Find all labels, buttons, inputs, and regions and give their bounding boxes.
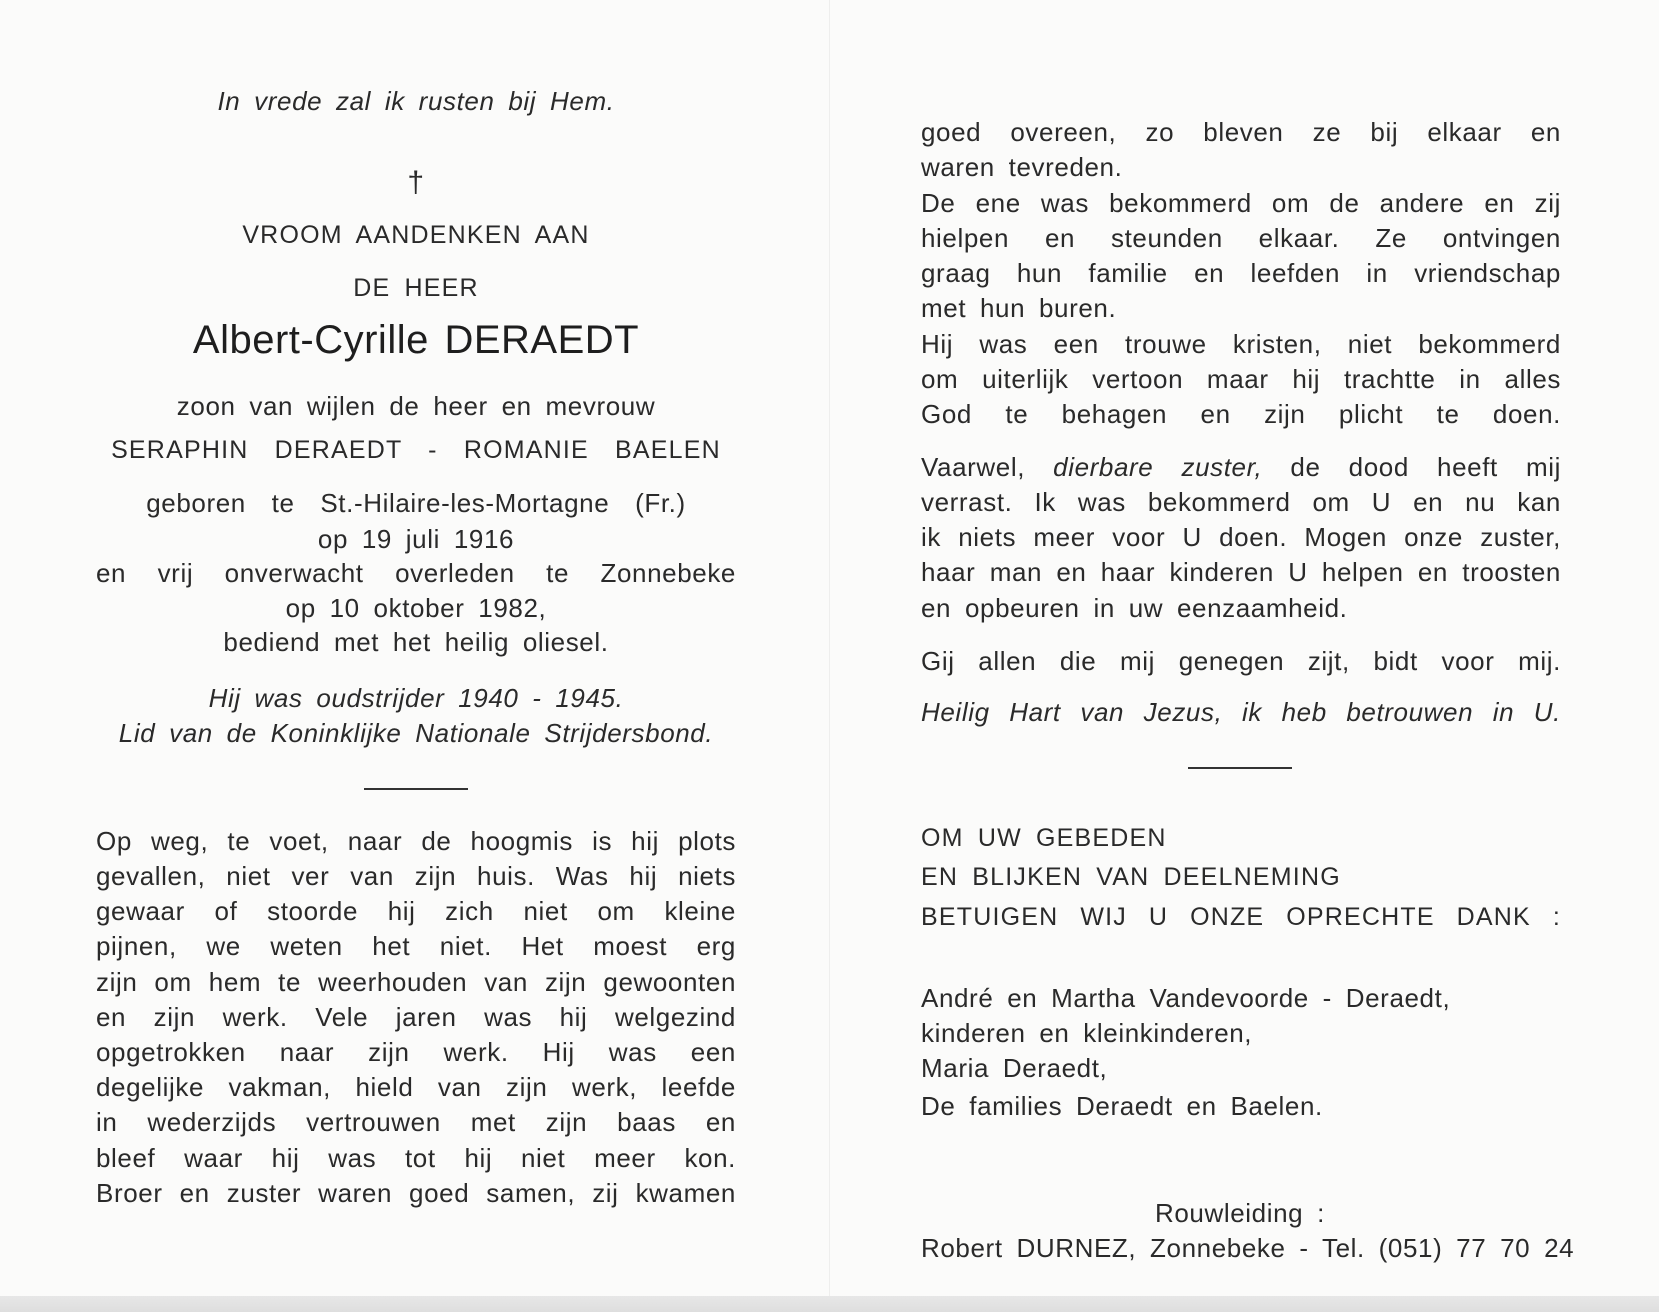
death-place: en vrij onverwacht overleden te Zonnebeke [96,558,736,588]
family-line: De families Deraedt en Baelen. [921,1091,1323,1121]
story-line: met hun buren. [921,293,1117,323]
farewell-end: de dood heeft mij [1262,452,1561,482]
story-line: De ene was bekommerd om de andere en zij [921,188,1561,218]
card-fold [829,0,830,1300]
story-line: hielpen en steunden elkaar. Ze ontvingen [921,223,1561,253]
funeral-director: Robert DURNEZ, Zonnebeke - Tel. (051) 77 70 24 [921,1233,1575,1263]
title-prefix: DE HEER [353,274,479,302]
family-line: kinderen en kleinkinderen, [921,1018,1253,1048]
sacrament: bediend met het heilig oliesel. [223,627,609,657]
story-line: bleef waar hij was tot hij niet meer kon. [96,1143,736,1173]
farewell-start: Vaarwel, [921,452,1054,482]
story-line: gevallen, niet ver van zijn huis. Was hij niets [96,861,736,891]
thanks-line: OM UW GEBEDEN [921,824,1167,852]
veteran-note: Hij was oudstrijder 1940 - 1945. [208,683,624,713]
farewell-line: ik niets meer voor U doen. Mogen onze zuster, [921,522,1561,552]
membership-note: Lid van de Koninklijke Nationale Strijdersbond. [118,718,714,748]
story-line: Broer en zuster waren goed samen, zij kwamen [96,1178,736,1208]
farewell-line: haar man en haar kinderen U helpen en troosten [921,557,1561,587]
prayer-request: Gij allen die mij genegen zijt, bidt voor mij. [921,646,1561,676]
story-line: God te behagen en zijn plicht te doen. [921,399,1561,429]
story-line: pijnen, we weten het niet. Het moest erg [96,931,736,961]
cross-icon: † [407,166,425,199]
divider [364,788,468,790]
story-line: Op weg, te voet, naar de hoogmis is hij plots [96,826,736,856]
family-line: Maria Deraedt, [921,1053,1108,1083]
funeral-label: Rouwleiding : [1155,1198,1325,1228]
thanks-line: BETUIGEN WIJ U ONZE OPRECHTE DANK : [921,903,1561,931]
birth-place: geboren te St.-Hilaire-les-Mortagne (Fr.) [146,488,686,518]
story-line: Hij was een trouwe kristen, niet bekommerd [921,329,1561,359]
story-line: gewaar of stoorde hij zich niet om kleine [96,896,736,926]
deceased-name: Albert-Cyrille DERAEDT [192,318,640,362]
story-line: in wederzijds vertrouwen met zijn baas en [96,1107,736,1137]
story-line: zijn om hem te weerhouden van zijn gewoonten [96,967,736,997]
story-line: opgetrokken naar zijn werk. Hij was een [96,1037,736,1067]
motto: In vrede zal ik rusten bij Hem. [217,86,615,116]
birth-date: op 19 juli 1916 [317,524,515,554]
story-line: om uiterlijk vertoon maar hij trachtte in alles [921,364,1561,394]
story-line: waren tevreden. [921,152,1123,182]
heading: VROOM AANDENKEN AAN [242,221,590,249]
card-edge [0,1296,1659,1312]
parents-intro: zoon van wijlen de heer en mevrouw [176,391,656,421]
thanks-line: EN BLIJKEN VAN DEELNEMING [921,863,1341,891]
farewell-line: verrast. Ik was bekommerd om U en nu kan [921,487,1561,517]
parents-names: SERAPHIN DERAEDT - ROMANIE BAELEN [111,436,721,464]
family-line: André en Martha Vandevoorde - Deraedt, [921,983,1451,1013]
divider [1188,767,1292,769]
story-line: en zijn werk. Vele jaren was hij welgezind [96,1002,736,1032]
farewell-line: en opbeuren in uw eenzaamheid. [921,593,1348,623]
death-date: op 10 oktober 1982, [285,593,547,623]
story-line: graag hun familie en leefden in vriendschap [921,258,1561,288]
farewell-line [921,452,1561,483]
story-line: degelijke vakman, hield van zijn werk, leefde [96,1072,736,1102]
story-line: goed overeen, zo bleven ze bij elkaar en [921,117,1561,147]
invocation: Heilig Hart van Jezus, ik heb betrouwen in U. [921,697,1561,727]
farewell-italic: dierbare zuster, [1053,452,1263,482]
